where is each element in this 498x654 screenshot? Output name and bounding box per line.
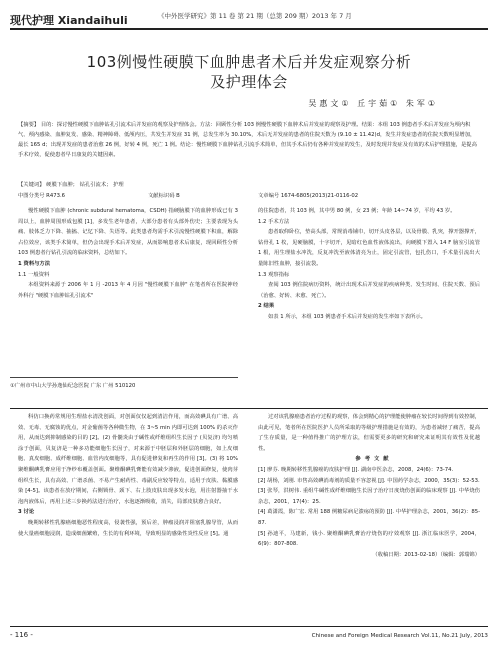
title-line-2: 及护理体会 — [210, 73, 288, 91]
section-1-1-heading: 1.1 一般资料 — [18, 271, 50, 278]
authors: 吴惠文① 丘宇茹① 朱军① — [308, 99, 438, 108]
doc-code: 文献标识码 B — [148, 193, 180, 199]
footnote: ①广州市中山大学孙逸仙纪念医院 广东 广州 510120 — [10, 377, 238, 389]
header-rule — [10, 28, 488, 30]
treatment-paragraph: 科仿口换药常规用生理盐水清洗创面，对创面仅仅起到清洁作用，而高效碘具有广谱、高效、无毒、无腐蚀的优点，对金葡菌等各种微生物，在 3~5 min 内即可达到 100% 的杀灭作用，从而达到抑制感染的目的 [2]。(2) 骨髓炎由于碱性或纤维组织生长因子 (贝复济) 均匀喷涂于创面，贝复济是一种多功能细胞生长因子，对来源于中胚层和外胚层的细胞，如上皮细胞、真皮细胞、成纤维细胞、血管内皮细胞等，具有促进修复和再生的作用 [3]。(3) 将 10% 聚维酮碘乳膏应用于净纱布覆盖创面。聚维酮碘乳膏能有效减少渗液，促进创面修复，使肉芽组织生长，具有高效、广谱杀菌、不易产生耐药性、毒副反应较等特点，适用于皮肤、黏膜感染 [4-5]。该患者在放疗期间，右侧锁骨、颈下、右上肢皮肤出现多发水泡，用注射器抽干水泡内液体后，再用上述三步换药法进行治疗，水泡逐渐吸收，消失，局部皮肤愈合良好。 — [18, 414, 238, 505]
section-1-heading: 1 资料与方法 — [18, 260, 51, 267]
title-line-1: 103例慢性硬膜下血肿患者术后并发症观察分析 — [86, 53, 412, 71]
discussion-paragraph: 晚期转移性乳腺癌细胞恶性程度高，侵袭性强，预后差，肿瘤浸润并阻塞乳腺导管，从而使大量癌细胞浸润，造成细菌繁殖，生长的有利环境，导致明显的感染性炎性反应 [5]。通 — [18, 519, 238, 537]
abstract: 【摘要】 目的：探讨慢性硬膜下血肿钻孔引流术后并发症的观察及护理体会。方法：回顾性分析 103 例慢性硬膜下血肿术后并发症的观察及护理。结果：本组 103 例患者手术后并发症为颅内积气、颅内感染、血肿复发、感染、精神障碍、低颅内压，共发生并发症 31 例，总发生率为 30.10%，术后无并发症的患者的住院天数为 (9.10 ± 11.42)d，发生并发症患者的住院天数明显增加，最长 165 d；出现并发症的患者治愈 26 例，好转 4 例，死亡 1 例。结论：慢性硬膜下血肿钻孔引流手术简单，但其手术后仍有各种并发症的发生，及时发现并发症及有效的术后护理措施，是提高手术疗效，促使患者早日康复的关键因素。 — [18, 122, 477, 158]
reference-item: [1] 廖芬. 晚期转移性乳腺癌的皮肤护理 [J]. 湖南中医杂志，2008，24(6)：73-74. — [258, 466, 454, 473]
left-column-top — [18, 206, 238, 301]
section-1-3-text: 查阅 103 例住院病历资料，统计出现术后并发症的疾病种类、发生时间、住院天数、预后（治愈、好转、未愈、死亡）。 — [258, 282, 480, 299]
section-1-3-heading: 1.3 观察指标 — [258, 271, 290, 278]
conclusion-paragraph: 过对该乳腺癌患者治疗过程的观察，体会到精心的护理能使肿瘤在较长时间得到有效控制，由此可见，笔者所在医院医护人员所采取的等级护理措施是有效的，为患者减轻了痛苦，提高了生存质量，是一种值得推广的护理方法，但需要更多的研究和研究来证明其有效性及优越性。 — [258, 414, 480, 452]
right-column-top — [258, 206, 480, 323]
footer-rule — [10, 626, 488, 627]
received-date: （收稿日期：2013-02-18）（编辑：郭瑞锦） — [372, 551, 480, 558]
reference-item: [4] 葛潇霞，陈广宏. 常用 188 例糖尿病足溃疡的预防 [J]. 中华护理杂志，2001，36(2)：85-87. — [258, 509, 480, 526]
discussion-heading: 3 讨论 — [18, 509, 35, 516]
reference-item: [5] 孙迪平，马建新，钱小. 聚维酮碘乳膏治疗烧伤的疗效观察 [J]. 浙江临床医学，2004，6(9)：807-808. — [258, 530, 480, 548]
journal-name: 现代护理 Xiandaihuli — [10, 14, 128, 27]
section-divider — [10, 408, 488, 409]
article-title — [10, 52, 488, 92]
issue-info: 《中外医学研究》第 11 卷 第 21 期（总第 209 期）2013 年 7 月 — [158, 12, 352, 20]
running-header — [10, 9, 488, 25]
clc-number: 中图分类号 R473.6 — [18, 193, 66, 199]
reference-item: [3] 张琴，洪树伟. 重组牛碱性成纤维细胞生长因子治疗日度烧伤创面的临床观察 [J]. 中华烧伤杂志，2001，17(4)：25. — [258, 488, 480, 505]
footer-journal: Chinese and Foreign Medical Research Vol.11, No.21 July, 2013 — [311, 633, 488, 639]
left-column-bottom — [18, 412, 238, 539]
section-2-text: 如表 1 所示，本组 103 例患者手术后并发症的发生率如下表所示。 — [268, 313, 426, 320]
reference-item: [2] 胡杨，刘刚. 市售高效碘消毒剂的质量不容忽视 [J]. 中国药学杂志，2000，35(3)：52-53. — [258, 477, 480, 484]
section-1-2-heading: 1.2 手术方法 — [258, 218, 290, 225]
keywords: 【关键词】 硬膜下血肿； 钻孔引流术； 护理 — [18, 182, 124, 188]
patients-text: 的住院患者，共 103 例，其中男 80 例，女 23 例；年龄 14~74 岁，平均 43 岁。 — [258, 208, 456, 214]
section-2-heading: 2 结果 — [258, 303, 275, 310]
right-column-bottom — [258, 412, 480, 560]
section-1-2-text: 患者取仰卧位，垫高头部，常规消毒铺巾，切开头皮各层，以及骨膜、乳突，撑开器撑开，钻骨孔 1 枚，见硬脑膜，十字切开，见暗红色血性液体流出，向硬膜下置入 14 F 脑室引流管 1 根，用生理盐水冲洗，反复冲洗至液体清亮为止，固定引流管，包扎伤口，手术量引流出大量陈旧性血肿，接引流袋。 — [258, 229, 480, 267]
page-number: - 116 - — [10, 631, 33, 639]
article-id: 文章编号 1674-6805(2013)21-0116-02 — [258, 193, 359, 199]
references-heading: 参考文献 — [355, 456, 393, 463]
section-1-1-text: 本组资料来源于 2006 年 1 月 -2013 年 4 月因 "慢性硬膜下血肿" 在笔者所在医院神经外科行 "硬膜下血肿钻孔引流术" — [18, 282, 238, 299]
intro-paragraph: 慢性硬膜下血肿 (chronic subdural hematoma，CSDH) 指硬脑膜下的血肿形成已有 3 周以上，血肿周围形成包膜 [1]，多发生老年患者，大部分患者有头部外伤史；主要表现为头痛、肢体乏力下降、抽搐、记忆下降、失语等。此类患者均需手术引流慢性硬膜下积血，解除占位效应，该类手术简单，但仍会出现手术后并发症，从而影响患者术后康复，现回顾性分析 103 例患者行钻孔引流的临床资料，总结如下。 — [18, 208, 238, 257]
